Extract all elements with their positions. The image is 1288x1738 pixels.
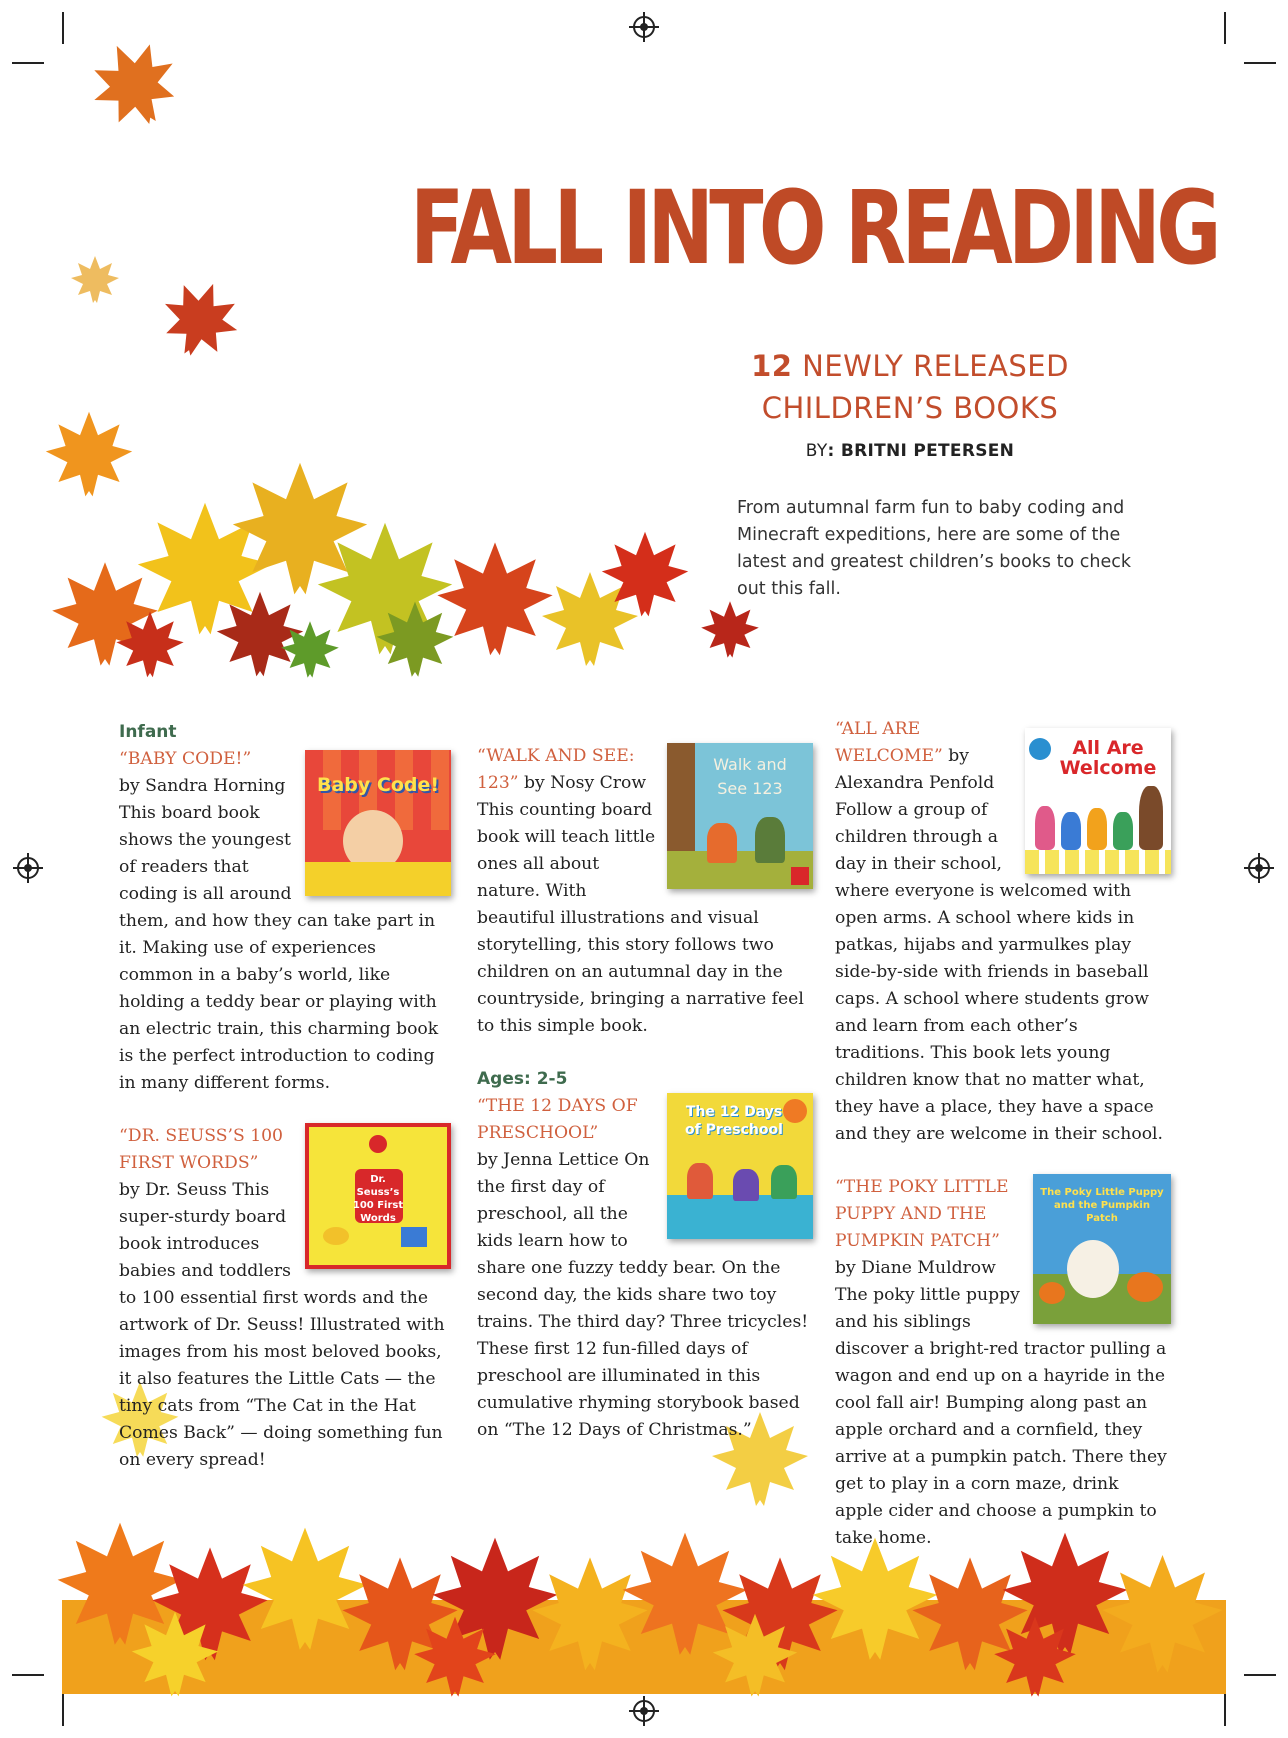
page-subtitle xyxy=(700,345,1120,429)
book-description: by Diane Muldrow The poky little puppy and his siblings discover a bright-red tractor pulling a wagon and end up on a hayride in the cool fall air! Bumping along past an apple orchard and a cornfield, they arrive at a pumpkin patch. There they get to play in a corn maze, drink apple cider and choose a pumpkin to take home. xyxy=(835,1258,1167,1548)
book-all-are-welcome xyxy=(835,716,1171,1148)
cover-title: Dr. Seuss’s 100 First Words xyxy=(352,1174,404,1224)
subtitle-line-2: CHILDREN’S BOOKS xyxy=(761,391,1059,425)
book-poky-little-puppy xyxy=(835,1174,1171,1552)
book-title: “ALL ARE WELCOME” xyxy=(835,719,943,766)
book-description: This counting board book will teach little ones all about nature. With beautiful illustrations and visual storytelling, this story follows two children on an autumnal day in the countryside, bringing a narrative feel to this simple book. xyxy=(477,800,804,1036)
section-label-ages-2-5: Ages: 2-5 xyxy=(477,1069,568,1089)
book-title: “THE POKY LITTLE PUPPY AND THE PUMPKIN PATCH” xyxy=(835,1177,1009,1251)
leaf-pile xyxy=(46,412,759,678)
page-title: FALL INTO READING xyxy=(410,169,1217,288)
book-description: by Sandra Horning This board book shows the youngest of readers that coding is all around them, and how they can take part in it. Making use of experiences common in a baby’s world, like holding a teddy bear or playing with an electric train, this charming book is the perfect introduction to coding in many different forms. xyxy=(119,776,439,1093)
book-dr-seuss xyxy=(119,1123,451,1474)
book-title: “BABY CODE!” xyxy=(119,749,252,769)
book-author: by Nosy Crow xyxy=(518,773,647,793)
cover-dr-seuss xyxy=(305,1123,451,1269)
book-description: by Jenna Lettice On the first day of preschool, all the kids learn how to share one fuzzy teddy bear. On the second day, the kids share two toy trains. The third day? Three tricycles! These first 12 fun-filled days of preschool are illuminated in this cumulative rhyming storybook based on “The 12 Days of Christmas.” xyxy=(477,1150,809,1440)
cover-title: The Poky Little Puppy and the Pumpkin Patch xyxy=(1040,1187,1164,1224)
byline-prefix: BY xyxy=(805,441,828,461)
book-title: “THE 12 DAYS OF PRESCHOOL” xyxy=(477,1096,638,1143)
cover-poky-little-puppy xyxy=(1033,1174,1171,1324)
book-baby-code xyxy=(119,746,451,1097)
column-1 xyxy=(119,719,451,1474)
book-walk-and-see xyxy=(477,743,813,1040)
cover-baby-code xyxy=(305,750,451,896)
book-count: 12 xyxy=(751,349,793,383)
book-12-days-of-preschool xyxy=(477,1093,813,1444)
cover-title: The 12 Days of Preschool xyxy=(685,1104,783,1138)
book-description: by Dr. Seuss This super-sturdy board book introduces babies and toddlers to 100 essential first words and the artwork of Dr. Seuss! Illustrated with images from his most beloved books, it also features the Little Cats — the tiny cats from “The Cat in the Hat Comes Back” — doing something fun on every spread! xyxy=(119,1180,445,1470)
book-description: Alexandra Penfold Follow a group of children through a day in their school, where everyone is welcomed with open arms. A school where kids in patkas, hijabs and yarmulkes play side-by-side with friends in baseball caps. A school where students grow and learn from each other’s traditions. This book lets young children know that no matter what, they have a place, they have a space and they are welcome in their school. xyxy=(835,773,1164,1144)
book-author: by xyxy=(942,746,969,766)
column-2 xyxy=(477,743,813,1444)
cover-title: All Are Welcome xyxy=(1059,737,1157,779)
byline xyxy=(700,441,1120,461)
book-title: “WALK AND SEE: 123” xyxy=(477,746,635,793)
column-3 xyxy=(835,716,1171,1552)
subtitle-line-1: NEWLY RELEASED xyxy=(802,349,1069,383)
book-title: “DR. SEUSS’S 100 FIRST WORDS” xyxy=(119,1126,283,1173)
section-label-infant: Infant xyxy=(119,722,177,742)
cover-title: Walk and See 123 xyxy=(713,755,787,798)
cover-all-are-welcome xyxy=(1025,728,1171,874)
author-name: : BRITNI PETERSEN xyxy=(827,441,1015,461)
cover-walk-and-see xyxy=(667,743,813,889)
cover-title: Baby Code! xyxy=(316,774,440,796)
cover-12-days-of-preschool xyxy=(667,1093,813,1239)
intro-paragraph: From autumnal farm fun to baby coding and Minecraft expeditions, here are some of the latest and greatest children’s books to check out this fall. xyxy=(737,498,1131,599)
